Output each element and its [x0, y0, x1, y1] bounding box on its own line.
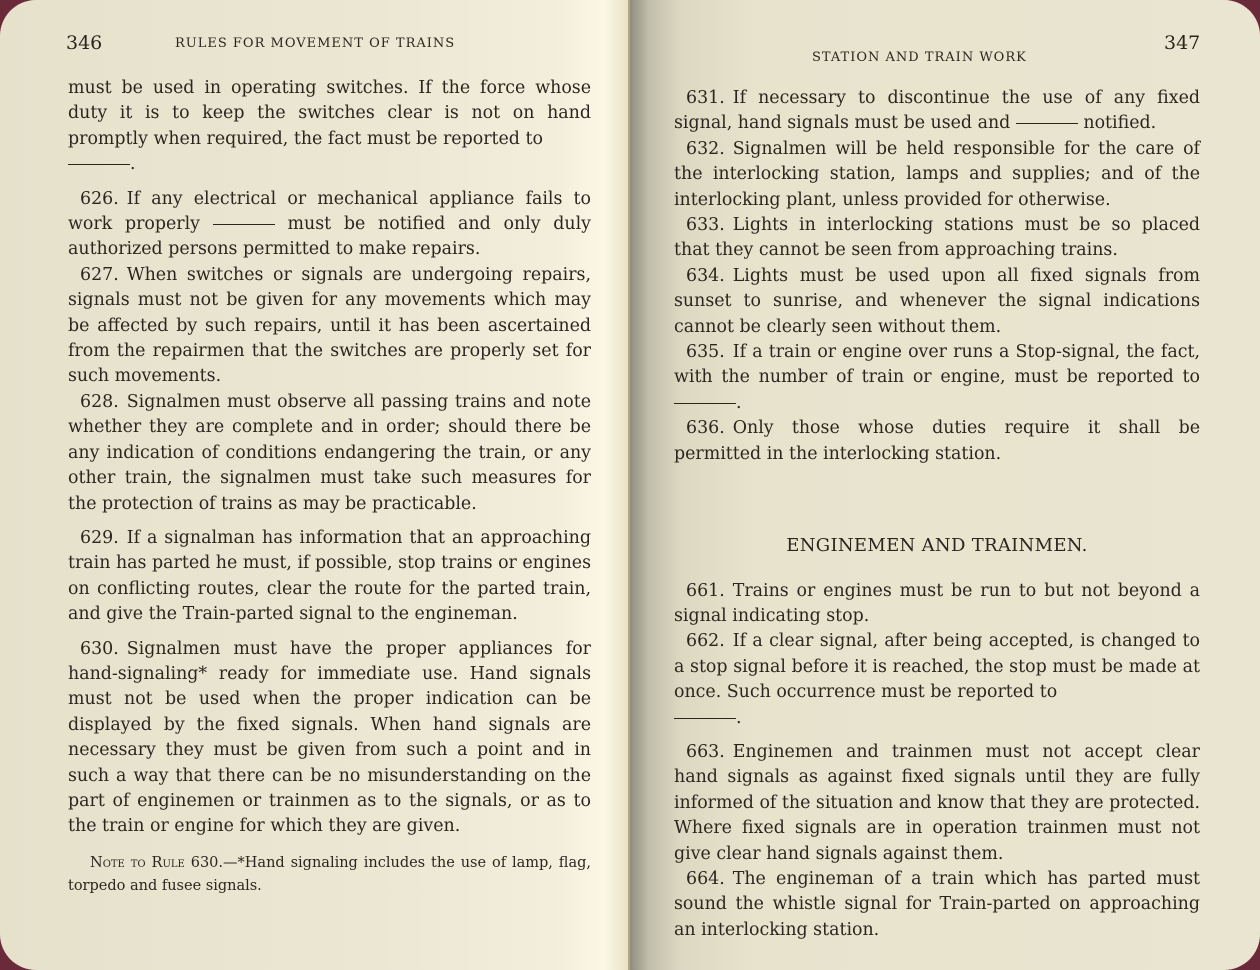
- rule-662: 662. If a clear signal, after being accepted, is changed to a stop signal before it is reached, the stop must be made at once. Such occurrence must be reported to .: [674, 631, 1200, 728]
- rule-number: 635.: [686, 342, 725, 363]
- section-heading: ENGINEMEN AND TRAINMEN.: [786, 535, 1088, 557]
- right-page: [630, 0, 1260, 970]
- rule-661: 661. Trains or engines must be run to but not beyond a signal indicating stop.: [674, 580, 1200, 626]
- rule-634: 634. Lights must be used upon all fixed signals from sunset to sunrise, and whenever the signal indications cannot be clearly seen without them.: [674, 265, 1200, 337]
- rule-663: 663. Enginemen and trainmen must not accept clear hand signals as against fixed signals until they are fully informed of the situation and know that they are protected. Where fixed signals are in operation trainmen must not give clear hand signals against them.: [674, 741, 1200, 864]
- rule-633: 633. Lights in interlocking stations must be so placed that they cannot be seen from approaching trains.: [674, 215, 1200, 261]
- blank-line: [68, 164, 130, 165]
- rule-number: 662.: [686, 631, 725, 652]
- rule-631: 631. If necessary to discontinue the use of any fixed signal, hand signals must be used and notified.: [674, 88, 1200, 134]
- rule-632: 632. Signalmen will be held responsible for the care of the interlocking station, lamps and supplies; and of the interlocking plant, unless provided for otherwise.: [674, 138, 1200, 210]
- rule-number: 626.: [80, 188, 119, 209]
- page-body: [68, 76, 591, 898]
- rule-664: 664. The engineman of a train which has parted must sound the whistle signal for Train-parted on approaching an interlocking station.: [674, 868, 1200, 940]
- rule-number: 627.: [80, 264, 119, 285]
- rule-number: 634.: [686, 265, 725, 286]
- rule-number: 628.: [80, 391, 119, 412]
- note-label: Note to Rule 630.: [90, 854, 224, 871]
- rule-number: 632.: [686, 138, 725, 159]
- rule-636: 636. Only those whose duties require it shall be permitted in the interlocking station.: [674, 418, 1200, 464]
- rule-626: 626. If any electrical or mechanical appliance fails to work properly must be notified and only duly authorized persons permitted to make repairs.: [68, 188, 591, 260]
- rule-number: 631.: [686, 88, 725, 108]
- rule-630: 630. Signalmen must have the proper appliances for hand-signaling* ready for immediate use. Hand signals must not be used when the proper indication can be displayed by the fixed signals. When hand signals are necessary they must be given from such a point and in such a way that there can be no misunderstanding on the part of enginemen or trainmen as to the signals, or as to the train or engine for which they are given.: [68, 638, 591, 837]
- page-number: 347: [1164, 32, 1201, 54]
- page-number: 346: [66, 32, 103, 54]
- blank-line: [1016, 123, 1078, 124]
- footnote: Note to Rule 630.—*Hand signaling includes the use of lamp, flag, torpedo and fusee signals.: [68, 854, 592, 894]
- blank-line: [674, 718, 736, 719]
- rule-627: 627. When switches or signals are undergoing repairs, signals must not be given for any movements which may be affected by such repairs, until it has been ascertained from the repairmen that the switches are properly set for such movements.: [68, 264, 591, 387]
- rule-628: 628. Signalmen must observe all passing trains and note whether they are complete and in order; should there be any indication of conditions endangering the train, or any other train, the signalmen must take such measures for the protection of trains as may be practicable.: [68, 391, 591, 514]
- rule-number: 661.: [686, 580, 725, 601]
- continuation-paragraph: must be used in operating switches. If the force whose duty it is to keep the switches clear is not on hand promptly when required, the fact must be reported to .: [68, 78, 591, 175]
- rule-629: 629. If a signalman has information that an approaching train has parted he must, if possible, stop trains or engines on conflicting routes, clear the route for the parted train, and give the Train-parted signal to the engineman.: [68, 527, 591, 625]
- rule-number: 633.: [686, 215, 725, 236]
- rule-number: 636.: [686, 418, 725, 439]
- rule-635: 635. If a train or engine over runs a Stop-signal, the fact, with the number of train or engine, must be reported to .: [674, 342, 1200, 413]
- page-body: [674, 86, 1200, 943]
- running-head: RULES FOR MOVEMENT OF TRAINS: [175, 36, 456, 51]
- rule-number: 663.: [686, 741, 725, 762]
- blank-line: [674, 403, 736, 404]
- blank-line: [213, 224, 275, 225]
- running-head: STATION AND TRAIN WORK: [812, 50, 1027, 65]
- rule-number: 629.: [80, 527, 119, 548]
- rule-number: 630.: [80, 638, 119, 659]
- rule-number: 664.: [686, 868, 725, 889]
